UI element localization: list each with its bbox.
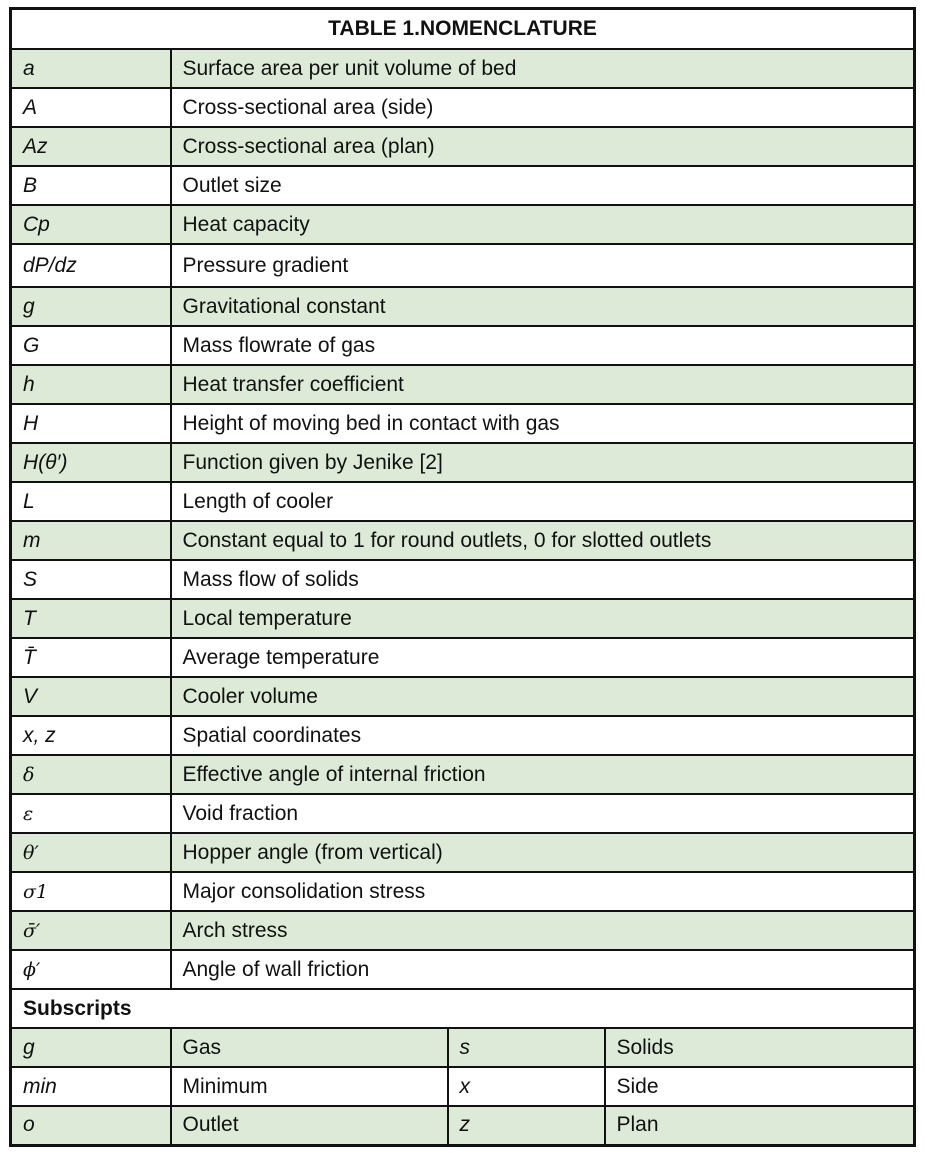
description-cell: Arch stress: [171, 911, 915, 950]
description-cell: Cross-sectional area (plan): [171, 127, 915, 166]
table-row: [11, 599, 915, 638]
symbol-cell: A: [11, 88, 171, 127]
table-row: [11, 950, 915, 989]
subscript-row: [11, 1067, 915, 1106]
description-cell: Gravitational constant: [171, 287, 915, 326]
table-row: [11, 833, 915, 872]
nomenclature-table-wrapper: [9, 7, 916, 1147]
subscript-rows: [11, 1028, 915, 1145]
subscript-symbol-cell: x: [448, 1067, 605, 1106]
table-row: [11, 287, 915, 326]
symbol-cell: ε: [11, 794, 171, 833]
table-row: [11, 521, 915, 560]
description-cell: Length of cooler: [171, 482, 915, 521]
description-cell: Height of moving bed in contact with gas: [171, 404, 915, 443]
subscript-symbol-cell: min: [11, 1067, 171, 1106]
description-cell: Cross-sectional area (side): [171, 88, 915, 127]
subscript-description-cell: Minimum: [171, 1067, 448, 1106]
description-cell: Hopper angle (from vertical): [171, 833, 915, 872]
table-row: [11, 443, 915, 482]
symbol-cell: T: [11, 599, 171, 638]
table-row: [11, 560, 915, 599]
table-title: TABLE 1.NOMENCLATURE: [11, 9, 915, 50]
nomenclature-table: [9, 7, 916, 1147]
subscript-description-cell: Outlet: [171, 1106, 448, 1145]
description-cell: Heat capacity: [171, 205, 915, 244]
description-cell: Mass flowrate of gas: [171, 326, 915, 365]
symbol-cell: θ′: [11, 833, 171, 872]
symbol-cell: H(θ′): [11, 443, 171, 482]
description-cell: Cooler volume: [171, 677, 915, 716]
subscripts-heading: Subscripts: [11, 989, 915, 1028]
symbol-cell: S: [11, 560, 171, 599]
subscript-row: [11, 1028, 915, 1067]
subscript-description-cell: Solids: [605, 1028, 915, 1067]
description-cell: Angle of wall friction: [171, 950, 915, 989]
table-row: [11, 755, 915, 794]
symbol-cell: B: [11, 166, 171, 205]
subscript-symbol-cell: g: [11, 1028, 171, 1067]
description-cell: Mass flow of solids: [171, 560, 915, 599]
table-row: [11, 638, 915, 677]
description-cell: Function given by Jenike [2]: [171, 443, 915, 482]
table-row: [11, 794, 915, 833]
table-row: [11, 88, 915, 127]
description-cell: Surface area per unit volume of bed: [171, 49, 915, 88]
description-cell: Average temperature: [171, 638, 915, 677]
description-cell: Heat transfer coefficient: [171, 365, 915, 404]
symbol-cell: σ1: [11, 872, 171, 911]
symbol-cell: Cp: [11, 205, 171, 244]
table-row: [11, 244, 915, 287]
symbol-cell: dP/dz: [11, 244, 171, 287]
table-row: [11, 404, 915, 443]
symbol-cell: x, z: [11, 716, 171, 755]
description-cell: Outlet size: [171, 166, 915, 205]
symbol-cell: ϕ′: [11, 950, 171, 989]
table-row: [11, 482, 915, 521]
table-row: [11, 166, 915, 205]
symbol-cell: h: [11, 365, 171, 404]
subscript-symbol-cell: z: [448, 1106, 605, 1145]
table-row: [11, 127, 915, 166]
table-row: [11, 716, 915, 755]
table-row: [11, 49, 915, 88]
description-cell: Local temperature: [171, 599, 915, 638]
symbol-cell: δ: [11, 755, 171, 794]
symbol-cell: G: [11, 326, 171, 365]
table-row: [11, 326, 915, 365]
subscript-description-cell: Plan: [605, 1106, 915, 1145]
table-row: [11, 872, 915, 911]
symbol-cell: Az: [11, 127, 171, 166]
subscript-description-cell: Side: [605, 1067, 915, 1106]
symbol-cell: a: [11, 49, 171, 88]
table-row: [11, 911, 915, 950]
description-cell: Void fraction: [171, 794, 915, 833]
symbol-cell: L: [11, 482, 171, 521]
description-cell: Pressure gradient: [171, 244, 915, 287]
symbol-cell: σ̄′: [11, 911, 171, 950]
description-cell: Major consolidation stress: [171, 872, 915, 911]
description-cell: Effective angle of internal friction: [171, 755, 915, 794]
subscript-description-cell: Gas: [171, 1028, 448, 1067]
subscript-symbol-cell: o: [11, 1106, 171, 1145]
table-row: [11, 205, 915, 244]
description-cell: Spatial coordinates: [171, 716, 915, 755]
symbol-cell: H: [11, 404, 171, 443]
subscript-row: [11, 1106, 915, 1145]
symbol-cell: T̄: [11, 638, 171, 677]
subscript-symbol-cell: s: [448, 1028, 605, 1067]
symbol-cell: V: [11, 677, 171, 716]
description-cell: Constant equal to 1 for round outlets, 0 for slotted outlets: [171, 521, 915, 560]
nomenclature-rows: [11, 49, 915, 989]
table-row: [11, 365, 915, 404]
symbol-cell: m: [11, 521, 171, 560]
symbol-cell: g: [11, 287, 171, 326]
table-row: [11, 677, 915, 716]
